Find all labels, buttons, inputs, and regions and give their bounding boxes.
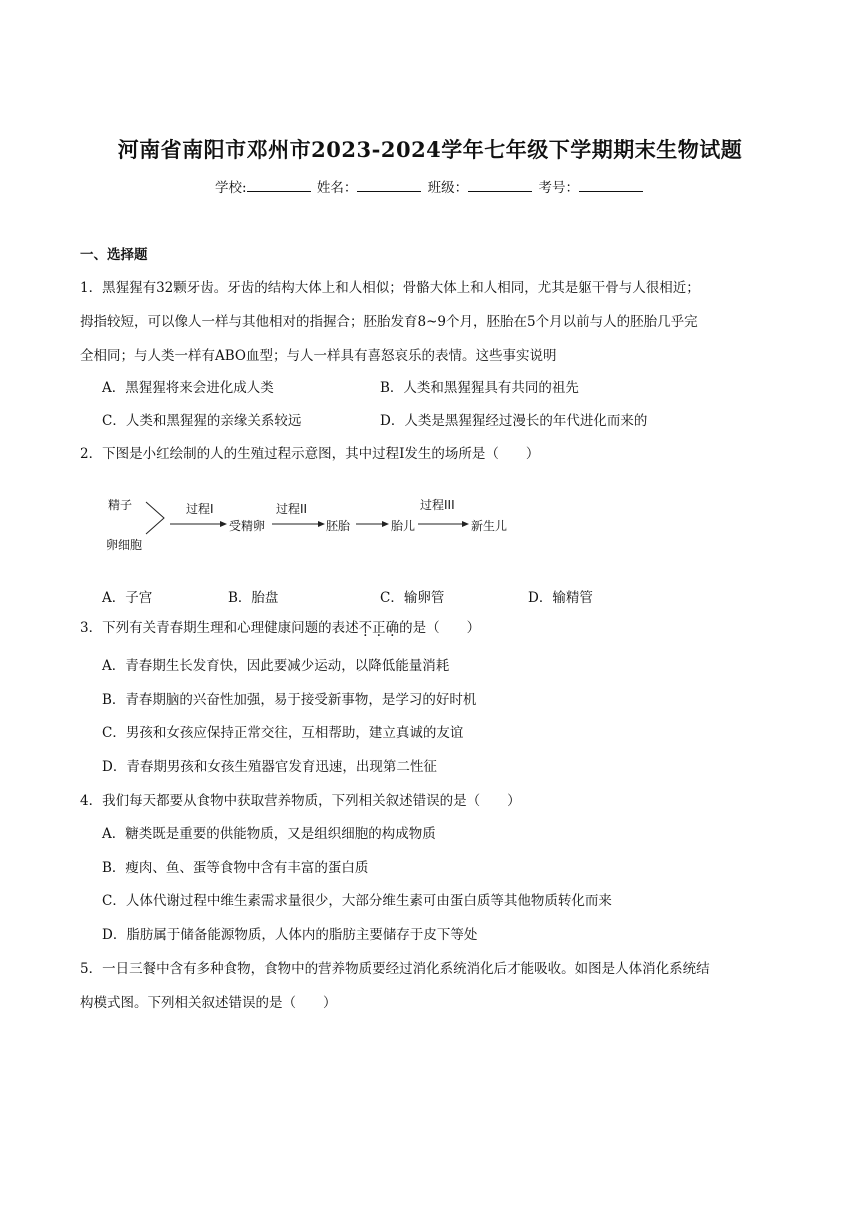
fetus-label: 胎儿	[391, 519, 416, 533]
name-label: 姓名：	[316, 180, 358, 196]
q4-option-c[interactable]: C．人体代谢过程中维生素需求量很少，大部分维生素可由蛋白质等其他物质转化而来	[102, 893, 612, 909]
process-3-label: 过程III	[420, 498, 455, 512]
q3-stem-start: 3．下列有关青春期生理和心理健康问题的表述	[80, 620, 359, 636]
q3-option-b[interactable]: B．青春期脑的兴奋性加强，易于接受新事物，是学习的好时机	[102, 692, 477, 708]
egg-label: 卵细胞	[106, 538, 143, 552]
q4-option-b[interactable]: B．瘦肉、鱼、蛋等食物中含有丰富的蛋白质	[102, 860, 369, 876]
q1-option-b[interactable]: B．人类和黑猩猩具有共同的祖先	[380, 380, 579, 396]
q1-option-d[interactable]: D．人类是黑猩猩经过漫长的年代进化而来的	[380, 413, 648, 429]
q2-stem: 2．下图是小红绘制的人的生殖过程示意图，其中过程Ⅰ发生的场所是（ ）	[80, 446, 540, 462]
q2-option-c[interactable]: C．输卵管	[380, 590, 445, 606]
name-blank[interactable]	[357, 179, 421, 192]
q3-option-c[interactable]: C．男孩和女孩应保持正常交往，互相帮助，建立真诚的友谊	[102, 725, 464, 741]
q2-option-a[interactable]: A．子宫	[102, 590, 153, 606]
q3-option-d[interactable]: D．青春期男孩和女孩生殖器官发育迅速，出现第二性征	[102, 759, 437, 775]
process-2-label: 过程II	[276, 502, 308, 516]
q3-emphasis-char-2: 正	[372, 620, 386, 636]
q3-option-a[interactable]: A．青春期生长发育快，因此要减少运动，以降低能量消耗	[102, 658, 450, 674]
q1-stem-line-2: 拇指较短，可以像人一样与其他相对的指握合；胚胎发育8~9个月，胚胎在5个月以前与人的胚胎几乎完	[80, 314, 698, 330]
exam-number-blank[interactable]	[579, 179, 643, 192]
q1-option-c[interactable]: C．人类和黑猩猩的亲缘关系较远	[102, 413, 302, 429]
q1-stem-line-3: 全相同；与人类一样有ABO血型；与人一样具有喜怒哀乐的表情。这些事实说明	[80, 348, 557, 364]
q5-stem-line-2: 构模式图。下列相关叙述错误的是（ ）	[80, 995, 337, 1011]
sperm-label: 精子	[108, 498, 133, 512]
q2-option-d[interactable]: D．输精管	[528, 590, 593, 606]
q4-option-d[interactable]: D．脂肪属于储备能源物质，人体内的脂肪主要储存于皮下等处	[102, 927, 478, 943]
q3-emphasis-char-3: 确	[385, 620, 400, 636]
school-label: 学校:	[215, 180, 247, 196]
merge-bracket	[146, 502, 164, 534]
process-1-label: 过程I	[186, 502, 214, 516]
arrow-2-head	[318, 521, 325, 527]
arrow-1-head	[220, 521, 227, 527]
q1-option-a[interactable]: A．黑猩猩将来会进化成人类	[102, 380, 274, 396]
fertilized-egg-label: 受精卵	[229, 519, 266, 533]
newborn-label: 新生儿	[471, 519, 508, 533]
q3-stem-end: 的是（ ）	[399, 620, 481, 636]
reproduction-process-diagram	[100, 488, 540, 558]
q4-option-a[interactable]: A．糖类既是重要的供能物质，又是组织细胞的构成物质	[102, 826, 436, 842]
embryo-label: 胚胎	[326, 519, 351, 533]
q4-stem: 4．我们每天都要从食物中获取营养物质，下列相关叙述错误的是（ ）	[80, 793, 521, 809]
section-heading: 一、选择题	[80, 247, 148, 263]
student-info-line	[0, 176, 860, 196]
q3-emphasis-char-1: 不	[358, 620, 373, 636]
class-blank[interactable]	[468, 179, 532, 192]
exam-number-label: 考号：	[538, 180, 579, 196]
q3-stem	[80, 616, 480, 636]
q1-stem-line-1: 1．黑猩猩有32颗牙齿。牙齿的结构大体上和人相似；骨骼大体上和人相同，尤其是躯干骨与人很相近；	[80, 280, 700, 296]
q2-option-b[interactable]: B．胎盘	[228, 590, 279, 606]
exam-title: 河南省南阳市邓州市2023-2024学年七年级下学期期末生物试题	[117, 137, 743, 162]
school-blank[interactable]	[247, 179, 311, 192]
class-label: 班级：	[427, 180, 469, 196]
arrow-4-head	[462, 521, 469, 527]
q5-stem-line-1: 5．一日三餐中含有多种食物，食物中的营养物质要经过消化系统消化后才能吸收。如图是人体消化系统结	[80, 961, 710, 977]
arrow-3-head	[382, 521, 389, 527]
